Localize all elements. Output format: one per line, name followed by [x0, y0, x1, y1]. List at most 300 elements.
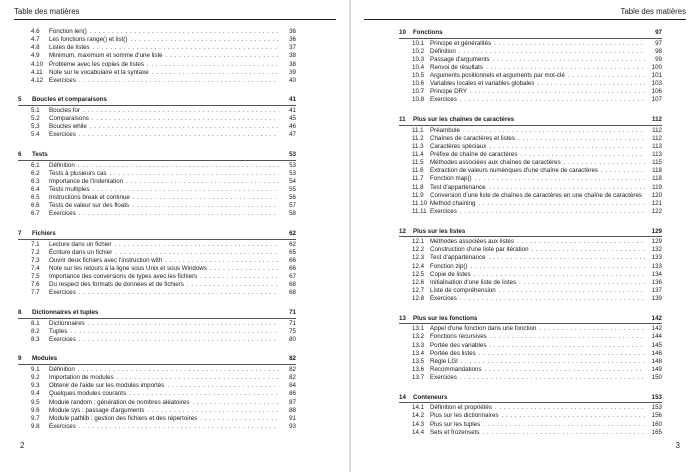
- chapter-number: 10: [399, 29, 406, 36]
- chapter-title: Dictionnaires et tuples: [32, 309, 99, 317]
- chapter-rule: [18, 160, 296, 161]
- toc-right: [399, 28, 662, 447]
- toc-entry: [18, 69, 296, 77]
- entry-number: 6.1: [31, 161, 40, 169]
- entry-page: 113: [652, 142, 662, 150]
- leader-dots: [601, 167, 645, 175]
- toc-entry: [18, 328, 296, 336]
- entry-number: 4.8: [31, 44, 40, 52]
- leader-dots: [520, 151, 645, 159]
- chapter-heading-row: [399, 227, 662, 236]
- entry-page: 82: [289, 374, 296, 382]
- entry-number: 10.8: [412, 96, 425, 104]
- entry-page: 120: [651, 191, 663, 199]
- entry-number: 12.8: [412, 295, 425, 303]
- entry-page: 129: [651, 238, 662, 246]
- entry-page: 80: [289, 335, 296, 343]
- entry-page: 54: [289, 177, 296, 185]
- toc-entry: [18, 162, 296, 170]
- toc-chapter: [399, 115, 662, 216]
- entry-title: Tests de valeur sur des floats: [49, 202, 130, 210]
- chapter-page: 62: [289, 230, 296, 238]
- leader-dots: [489, 184, 645, 192]
- entry-title: Exercices: [430, 208, 457, 216]
- entry-number: 4.6: [31, 28, 40, 35]
- leader-dots: [109, 170, 279, 178]
- entry-page: 47: [289, 131, 296, 139]
- entry-number: 9.7: [31, 414, 40, 422]
- entry-page: 133: [651, 262, 662, 270]
- entry-title: Variables locales et variables globales: [430, 80, 535, 88]
- entry-number: 6.2: [31, 169, 40, 177]
- leader-dots: [132, 202, 279, 210]
- toc-entry: [18, 107, 296, 115]
- toc-entry: [18, 273, 296, 281]
- entry-title: Test d'appartenance: [430, 183, 486, 191]
- leader-dots: [479, 350, 645, 358]
- chapter-rule: [399, 402, 662, 403]
- entry-title: Module sys : passage d'arguments: [49, 406, 145, 414]
- entry-page: 97: [655, 39, 662, 47]
- entry-page: 149: [651, 366, 662, 373]
- entry-number: 9.3: [31, 382, 40, 390]
- entry-page: 101: [651, 72, 662, 80]
- toc-entry: [399, 200, 662, 208]
- toc-entry: [399, 429, 662, 437]
- leader-dots: [460, 96, 645, 104]
- entry-number: 9.8: [31, 422, 40, 430]
- entry-page: 38: [289, 60, 296, 68]
- entry-page: 133: [651, 254, 662, 262]
- toc-entry: [18, 390, 296, 398]
- leader-dots: [470, 263, 645, 271]
- entry-title: Principe et généralités: [430, 39, 492, 47]
- toc-entry: [18, 249, 296, 257]
- entry-page: 39: [289, 68, 296, 76]
- entry-number: 14.1: [412, 404, 425, 412]
- chapter-heading-row: [18, 229, 296, 238]
- entry-title: Portée des variables: [430, 341, 487, 349]
- entry-number: 14.4: [412, 428, 425, 436]
- header-rule-right: [364, 19, 686, 20]
- entry-number: 4.10: [31, 60, 44, 68]
- leader-dots: [568, 72, 645, 80]
- chapter-heading-row: [18, 150, 296, 159]
- entry-title: Obtenir de l'aide sur les modules importés: [49, 382, 165, 390]
- leader-dots: [461, 358, 645, 366]
- toc-entry: [399, 64, 662, 72]
- entry-page: 55: [289, 185, 296, 193]
- entry-title: Ouvrir deux fichiers avec l'instruction with: [49, 256, 163, 264]
- chapter-page: 129: [651, 227, 662, 235]
- toc-entry: [18, 407, 296, 415]
- toc-entry: [18, 399, 296, 407]
- entry-page: 58: [289, 210, 296, 218]
- leader-dots: [200, 415, 279, 423]
- entry-page: 99: [655, 55, 662, 63]
- entry-number: 13.1: [412, 325, 425, 333]
- entry-number: 7.5: [31, 273, 40, 281]
- leader-dots: [167, 382, 279, 390]
- chapter-number: 5: [18, 96, 22, 104]
- chapter-heading-row: [399, 28, 662, 37]
- entry-page: 144: [651, 333, 662, 341]
- entry-title: Renvoi de résultats: [430, 63, 483, 71]
- entry-title: Définition et propriétés: [430, 404, 492, 412]
- entry-title: Exercices: [430, 96, 457, 104]
- toc-entry: [399, 325, 662, 333]
- leader-dots: [129, 390, 279, 398]
- toc-entry: [399, 167, 662, 175]
- entry-title: Conversion d'une liste de chaînes de caractères en une chaîne de caractères: [430, 191, 643, 199]
- toc-entry: [399, 56, 662, 64]
- entry-number: 12.1: [412, 238, 425, 246]
- entry-number: 8.1: [31, 319, 40, 327]
- entry-title: Importance de l'indentation: [49, 177, 124, 185]
- entry-number: 5.2: [31, 115, 40, 123]
- chapter-page: 71: [289, 309, 296, 317]
- entry-title: Règle LGI: [430, 357, 458, 365]
- entry-page: 66: [289, 264, 296, 272]
- toc-entry: [399, 80, 662, 88]
- entry-page: 53: [289, 169, 296, 177]
- leader-dots: [70, 328, 279, 336]
- entry-page: 87: [289, 398, 296, 406]
- entry-number: 12.6: [412, 278, 425, 286]
- entry-number: 9.5: [31, 398, 40, 406]
- toc-entry: [399, 358, 662, 366]
- toc-entry: [399, 159, 662, 167]
- leader-dots: [152, 69, 279, 77]
- toc-entry: [18, 52, 296, 60]
- entry-title: Fonctions récursives: [430, 333, 487, 341]
- leader-dots: [93, 186, 279, 194]
- toc-entry: [18, 366, 296, 374]
- entry-page: 112: [652, 134, 662, 142]
- leader-dots: [494, 40, 645, 48]
- entry-page: 68: [289, 289, 296, 297]
- chapter-rule: [18, 105, 296, 106]
- toc-entry: [399, 254, 662, 262]
- leader-dots: [459, 48, 645, 56]
- entry-page: 46: [289, 123, 296, 131]
- leader-dots: [90, 28, 279, 36]
- entry-number: 12.5: [412, 270, 425, 278]
- entry-number: 12.7: [412, 287, 425, 295]
- running-head-left: Table des matières: [14, 7, 80, 16]
- toc-chapter: [18, 150, 296, 218]
- chapter-heading-row: [18, 95, 296, 104]
- entry-number: 13.3: [412, 341, 425, 349]
- leader-dots: [92, 115, 279, 123]
- entry-title: Exercices: [49, 335, 76, 343]
- leader-dots: [117, 374, 279, 382]
- toc-entry: [399, 263, 662, 271]
- chapter-number: 9: [18, 355, 22, 363]
- entry-title: Chaînes de caractères et listes: [430, 134, 515, 142]
- chapter-title: Tests: [32, 151, 48, 159]
- leader-dots: [83, 107, 279, 115]
- toc-chapter: [399, 28, 662, 105]
- entry-title: Tuples: [49, 327, 68, 335]
- leader-dots: [489, 254, 645, 262]
- leader-dots: [147, 61, 279, 69]
- leader-dots: [518, 135, 645, 143]
- toc-entry: [399, 333, 662, 341]
- entry-number: 7.1: [31, 240, 40, 248]
- toc-entry: [399, 96, 662, 104]
- entry-page: 146: [651, 349, 662, 357]
- toc-entry: [18, 115, 296, 123]
- page-number-left: 2: [20, 441, 25, 450]
- entry-number: 13.5: [412, 357, 425, 365]
- leader-dots: [495, 404, 645, 412]
- toc-entry: [399, 238, 662, 246]
- entry-title: Problème avec les copies de listes: [49, 60, 144, 68]
- chapter-title: Plus sur les chaînes de caractères: [413, 116, 515, 124]
- entry-title: Exercices: [49, 289, 76, 297]
- entry-title: Dictionnaires: [49, 319, 85, 327]
- entry-number: 4.12: [31, 76, 44, 84]
- toc-entry: [18, 320, 296, 328]
- toc-entry: [18, 44, 296, 52]
- toc-entry: [18, 61, 296, 69]
- chapter-number: 8: [18, 309, 22, 317]
- toc-entry: [399, 279, 662, 287]
- leader-dots: [532, 246, 645, 254]
- leader-dots: [470, 88, 645, 96]
- toc-entry: [399, 135, 662, 143]
- toc-entry: [399, 48, 662, 56]
- entry-title: Copie de listes: [430, 270, 471, 278]
- leader-dots: [485, 366, 645, 374]
- leader-dots: [483, 421, 645, 429]
- entry-title: Method chaining: [430, 199, 476, 207]
- entry-number: 11.1: [412, 126, 424, 134]
- chapter-number: 7: [18, 230, 22, 238]
- entry-page: 67: [289, 273, 296, 281]
- toc-entry: [399, 151, 662, 159]
- toc-entry: [18, 281, 296, 289]
- toc-chapter: [18, 28, 296, 85]
- toc-entry: [399, 192, 662, 200]
- chapter-page: 153: [651, 393, 662, 401]
- chapter-title: Fonctions: [413, 29, 443, 36]
- leader-dots: [187, 281, 279, 289]
- entry-title: Fonction map(): [430, 175, 472, 183]
- entry-page: 139: [651, 295, 662, 303]
- entry-number: 11.4: [412, 151, 424, 159]
- entry-title: Arguments positionnels et arguments par mot-clé: [430, 72, 565, 80]
- entry-title: Minimum, maximum et somme d'une liste: [49, 52, 163, 60]
- leader-dots: [79, 210, 279, 218]
- toc-entry: [18, 170, 296, 178]
- entry-page: 56: [289, 194, 296, 202]
- toc-entry: [18, 241, 296, 249]
- entry-title: Recommandations: [430, 366, 482, 373]
- entry-title: Exercices: [430, 295, 457, 303]
- entry-number: 6.4: [31, 185, 40, 193]
- entry-number: 14.3: [412, 420, 425, 428]
- toc-entry: [399, 421, 662, 429]
- entry-title: Fonction zip(): [430, 262, 468, 270]
- entry-page: 36: [289, 28, 296, 35]
- entry-title: Lecture dans un fichier: [49, 240, 112, 248]
- entry-number: 9.1: [31, 365, 40, 373]
- entry-number: 11.11: [412, 208, 427, 216]
- chapter-page: 41: [289, 96, 296, 104]
- leader-dots: [474, 271, 645, 279]
- entry-number: 5.1: [31, 106, 40, 114]
- entry-page: 37: [289, 44, 296, 52]
- entry-title: Importation de modules: [49, 374, 114, 382]
- entry-number: 7.6: [31, 281, 40, 289]
- toc-entry: [18, 186, 296, 194]
- entry-title: Préambule: [430, 126, 460, 134]
- leader-dots: [486, 64, 645, 72]
- toc-entry: [18, 257, 296, 265]
- entry-page: 91: [289, 414, 296, 422]
- entry-number: 11.10: [412, 199, 428, 207]
- entry-title: Appel d'une fonction dans une fonction: [430, 325, 537, 333]
- entry-number: 7.4: [31, 264, 40, 272]
- entry-number: 11.2: [412, 134, 424, 142]
- entry-page: 71: [289, 319, 296, 327]
- toc-entry: [18, 374, 296, 382]
- toc-entry: [18, 210, 296, 218]
- leader-dots: [79, 336, 279, 344]
- toc-entry: [399, 287, 662, 295]
- chapter-page: 53: [289, 151, 296, 159]
- entry-number: 11.8: [412, 183, 424, 191]
- entry-title: Les fonctions range() et list(): [49, 36, 128, 44]
- toc-entry: [18, 131, 296, 139]
- chapter-heading-row: [399, 115, 662, 124]
- entry-page: 41: [289, 106, 296, 114]
- entry-number: 10.4: [412, 63, 425, 71]
- toc-entry: [399, 271, 662, 279]
- leader-dots: [79, 77, 279, 85]
- entry-page: 75: [289, 327, 296, 335]
- entry-page: 100: [651, 63, 662, 71]
- leader-dots: [79, 289, 279, 297]
- entry-title: Exercices: [49, 131, 76, 139]
- entry-page: 68: [289, 281, 296, 289]
- leader-dots: [564, 159, 645, 167]
- leader-dots: [147, 407, 279, 415]
- entry-page: 119: [652, 183, 662, 191]
- toc-entry: [18, 77, 296, 85]
- toc-entry: [18, 382, 296, 390]
- entry-number: 10.2: [412, 47, 425, 55]
- toc-entry: [399, 208, 662, 216]
- entry-number: 8.3: [31, 335, 40, 343]
- entry-number: 5.3: [31, 123, 40, 131]
- entry-page: 57: [289, 202, 296, 210]
- entry-title: Note sur le vocabulaire et la syntaxe: [49, 68, 149, 76]
- toc-entry: [399, 143, 662, 151]
- entry-number: 9.4: [31, 390, 40, 398]
- toc-entry: [399, 342, 662, 350]
- leader-dots: [200, 273, 279, 281]
- leader-dots: [126, 178, 279, 186]
- entry-page: 103: [651, 80, 662, 88]
- toc-entry: [399, 404, 662, 412]
- toc-entry: [399, 366, 662, 374]
- toc-entry: [18, 36, 296, 44]
- chapter-title: Plus sur les fonctions: [413, 314, 478, 322]
- leader-dots: [210, 265, 279, 273]
- chapter-heading-row: [399, 314, 662, 323]
- entry-number: 13.6: [412, 366, 425, 373]
- entry-number: 13.2: [412, 333, 425, 341]
- entry-page: 160: [651, 420, 662, 428]
- entry-number: 10.3: [412, 55, 425, 63]
- entry-title: Plus sur les dictionnaires: [430, 412, 499, 420]
- toc-chapter: [18, 354, 296, 431]
- toc-entry: [399, 127, 662, 135]
- chapter-page: 97: [655, 29, 662, 36]
- leader-dots: [166, 52, 279, 60]
- entry-page: 66: [289, 256, 296, 264]
- entry-page: 93: [289, 422, 296, 430]
- entry-title: Définition: [49, 365, 75, 373]
- toc-entry: [399, 175, 662, 183]
- chapter-page: 82: [289, 355, 296, 363]
- entry-number: 11.3: [412, 142, 424, 150]
- entry-number: 11.5: [412, 159, 424, 167]
- toc-entry: [399, 72, 662, 80]
- page-number-right: 3: [675, 441, 680, 450]
- leader-dots: [537, 80, 645, 88]
- entry-page: 150: [651, 374, 662, 382]
- leader-dots: [460, 295, 645, 303]
- leader-dots: [165, 257, 279, 265]
- entry-page: 145: [651, 341, 662, 349]
- entry-page: 156: [651, 412, 662, 420]
- entry-number: 12.2: [412, 246, 425, 254]
- chapter-heading-row: [18, 354, 296, 363]
- chapter-title: Fichiers: [32, 230, 56, 238]
- leader-dots: [88, 320, 279, 328]
- entry-title: Note sur les retours à la ligne sous Unix et sous Windows: [49, 264, 207, 272]
- entry-title: Module pathlib : gestion des fichiers et des répertoires: [49, 414, 198, 422]
- entry-title: Fonction len(): [49, 28, 87, 35]
- toc-entry: [18, 202, 296, 210]
- leader-dots: [130, 36, 279, 44]
- leader-dots: [501, 412, 645, 420]
- entry-page: 107: [651, 96, 662, 104]
- leader-dots: [115, 249, 279, 257]
- entry-number: 6.7: [31, 210, 40, 218]
- entry-title: Exercices: [49, 422, 76, 430]
- toc-entry: [18, 178, 296, 186]
- chapter-title: Boucles et comparaisons: [32, 96, 107, 104]
- chapter-rule: [18, 239, 296, 240]
- toc-entry: [18, 423, 296, 431]
- leader-dots: [192, 399, 279, 407]
- entry-page: 142: [651, 325, 662, 333]
- toc-entry: [399, 374, 662, 382]
- toc-left: [18, 28, 296, 442]
- toc-chapter: [399, 393, 662, 437]
- entry-page: 88: [289, 406, 296, 414]
- toc-entry: [18, 194, 296, 202]
- entry-number: 10.1: [412, 39, 425, 47]
- entry-title: Tests à plusieurs cas: [49, 169, 107, 177]
- entry-title: Boucles while: [49, 123, 87, 131]
- leader-dots: [93, 44, 279, 52]
